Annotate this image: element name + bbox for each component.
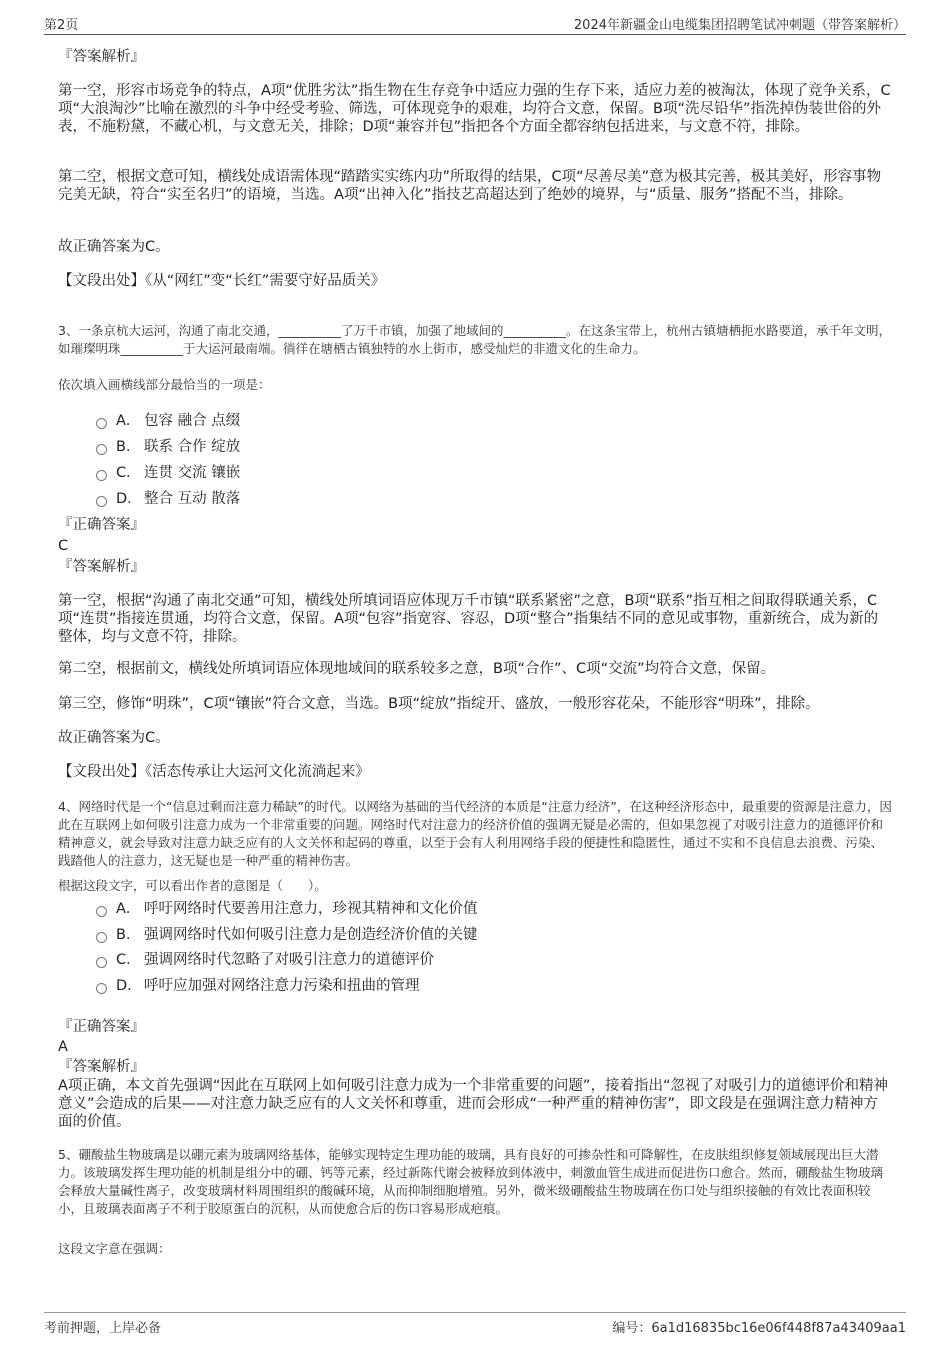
- document-title: 2024年新疆金山电缆集团招聘笔试冲刺题（带答案解析）: [573, 18, 906, 33]
- q4-analysis-label: 『答案解析』: [58, 1059, 145, 1075]
- q3-answer-label: 『正确答案』: [58, 517, 145, 533]
- option-text: 连贯 交流 镶嵌: [144, 465, 241, 481]
- q2-conclusion: 故正确答案为C。: [58, 239, 170, 255]
- footer-slogan: 考前押题，上岸必备: [44, 1321, 162, 1336]
- radio-icon[interactable]: [96, 418, 107, 429]
- q3-analysis-label: 『答案解析』: [58, 559, 145, 575]
- q3-option-a[interactable]: A． 包容 融合 点缀: [96, 412, 240, 430]
- q3-prompt: 依次填入画横线部分最恰当的一项是：: [58, 377, 271, 392]
- q4-stem: 4、网络时代是一个“信息过剩而注意力稀缺”的时代。以网络为基础的当代经济的本质是“注意力经济”，在这种经济形态中，最重要的资源是注意力，因此在互联网上如何吸引注意力成为一个非常重要的问题。网络时代对注意力的经济价值的强调无疑是必需的，但如果忽视了对吸引注意力的道德评价和精神意义，就会导致对注意力缺乏应有的人文关怀和起码的尊重，以至于会有人利用网络手段的便捷性和隐匿性，通过不实和不良信息去浪费、污染、践踏他人的注意力，这无疑也是一种严重的精神伤害。: [58, 799, 892, 868]
- radio-icon[interactable]: [96, 444, 107, 455]
- q3-option-b[interactable]: B． 联系 合作 绽放: [96, 438, 240, 456]
- option-text: 强调网络时代如何吸引注意力是创造经济价值的关键: [144, 927, 478, 943]
- radio-icon[interactable]: [96, 496, 107, 507]
- page-footer: [44, 1312, 906, 1339]
- q4-prompt: 根据这段文字，可以看出作者的意图是（ ）。: [58, 878, 327, 893]
- q5-prompt: 这段文字意在强调：: [58, 1241, 171, 1256]
- q4-option-c[interactable]: C． 强调网络时代忽略了对吸引注意力的道德评价: [96, 951, 434, 969]
- q4-option-a[interactable]: A． 呼吁网络时代要善用注意力，珍视其精神和文化价值: [96, 900, 478, 918]
- option-text: 呼吁网络时代要善用注意力，珍视其精神和文化价值: [144, 901, 478, 917]
- q4-option-b[interactable]: B． 强调网络时代如何吸引注意力是创造经济价值的关键: [96, 926, 478, 944]
- q3-analysis-para3: 第三空，修饰“明珠”，C项“镶嵌”符合文意，当选。B项“绽放”指绽开、盛放，一般形容花朵，不能形容“明珠”，排除。: [58, 696, 820, 712]
- footer-serial: 编号：6a1d16835bc16e06f448f87a43409aa1: [612, 1321, 906, 1336]
- page-number: 第2页: [44, 18, 79, 33]
- option-text: 联系 合作 绽放: [144, 439, 241, 455]
- q4-answer: A: [58, 1039, 68, 1055]
- q4-option-d[interactable]: D． 呼吁应加强对网络注意力污染和扭曲的管理: [96, 977, 420, 995]
- q3-stem: 3、一条京杭大运河，沟通了南北交通，__________了万千市镇，加强了地域间的__________。在这条宝带上，杭州古镇塘栖扼水路要道，承千年文明，如璀璨明珠__________于大运河最南端。徜徉在塘栖古镇独特的水上街市，感受灿烂的非遗文化的生命力。: [58, 323, 891, 356]
- q3-option-c[interactable]: C． 连贯 交流 镶嵌: [96, 464, 240, 482]
- q3-analysis-para1: 第一空，根据“沟通了南北交通”可知，横线处所填词语应体现万千市镇“联系紧密”之意，B项“联系”指互相之间取得联通关系，C项“连贯”指接连贯通，均符合文意，保留。A项“包容”指宽容、容忍，D项“整合”指集结不同的意见或事物，重新统合，成为新的整体，均与文意不符，排除。: [58, 593, 879, 645]
- q3-source: 【文段出处】《活态传承让大运河文化流淌起来》: [58, 764, 370, 780]
- page-header: [44, 14, 906, 35]
- q3-analysis-para2: 第二空，根据前文，横线处所填词语应体现地域间的联系较多之意，B项“合作”、C项“交流”均符合文意，保留。: [58, 661, 776, 677]
- q2-analysis-label: 『答案解析』: [58, 49, 145, 65]
- radio-icon[interactable]: [96, 983, 107, 994]
- option-text: 强调网络时代忽略了对吸引注意力的道德评价: [144, 952, 434, 968]
- radio-icon[interactable]: [96, 470, 107, 481]
- option-text: 呼吁应加强对网络注意力污染和扭曲的管理: [144, 978, 420, 994]
- q3-answer: C: [58, 538, 69, 554]
- radio-icon[interactable]: [96, 957, 107, 968]
- q4-analysis: A项正确，本文首先强调“因此在互联网上如何吸引注意力成为一个非常重要的问题”，接着指出“忽视了对吸引力的道德评价和精神意义”会造成的后果——对注意力缺乏应有的人文关怀和尊重，进而会形成“一种严重的精神伤害”，即文段是在强调注意力精神方面的价值。: [58, 1078, 888, 1130]
- q4-answer-label: 『正确答案』: [58, 1019, 145, 1035]
- q3-conclusion: 故正确答案为C。: [58, 730, 170, 746]
- option-text: 包容 融合 点缀: [144, 413, 241, 429]
- q2-source: 【文段出处】《从“网红”变“长红”需要守好品质关》: [58, 273, 386, 289]
- radio-icon[interactable]: [96, 932, 107, 943]
- q3-option-d[interactable]: D． 整合 互动 散落: [96, 490, 240, 508]
- radio-icon[interactable]: [96, 906, 107, 917]
- q5-stem: 5、硼酸盐生物玻璃是以硼元素为玻璃网络基体，能够实现特定生理功能的玻璃，具有良好的可掺杂性和可降解性，在皮肤组织修复领域展现出巨大潜力。该玻璃发挥生理功能的机制是组分中的硼、钙等元素，经过新陈代谢会被释放到体液中，刺激血管生成进而促进伤口愈合。然而，硼酸盐生物玻璃会释放大量碱性离子，改变玻璃材料周围组织的酸碱环境，从而抑制细胞增殖。另外，微米级硼酸盐生物玻璃在伤口处与组织接触的有效比表面积较小，且玻璃表面离子不利于胶原蛋白的沉积，从而使愈合后的伤口容易形成疤痕。: [58, 1147, 884, 1216]
- option-text: 整合 互动 散落: [144, 491, 241, 507]
- q2-analysis-para2: 第二空，根据文意可知，横线处成语需体现“踏踏实实练内功”所取得的结果，C项“尽善尽美”意为极其完善，极其美好，形容事物完美无缺，符合“实至名归”的语境，当选。A项“出神入化”指技艺高超达到了绝妙的境界，与“质量、服务”搭配不当，排除。: [58, 169, 882, 203]
- q2-analysis-para1: 第一空，形容市场竞争的特点，A项“优胜劣汰”指生物在生存竞争中适应力强的生存下来，适应力差的被淘汰，体现了竞争关系，C项“大浪淘沙”比喻在激烈的斗争中经受考验、筛选，可体现竞争的艰难，均符合文意，保留。B项“洗尽铅华”指洗掉伪装世俗的外表，不施粉黛，不藏心机，与文意无关，排除；D项“兼容并包”指把各个方面全都容纳包括进来，与文意不符，排除。: [58, 83, 891, 135]
